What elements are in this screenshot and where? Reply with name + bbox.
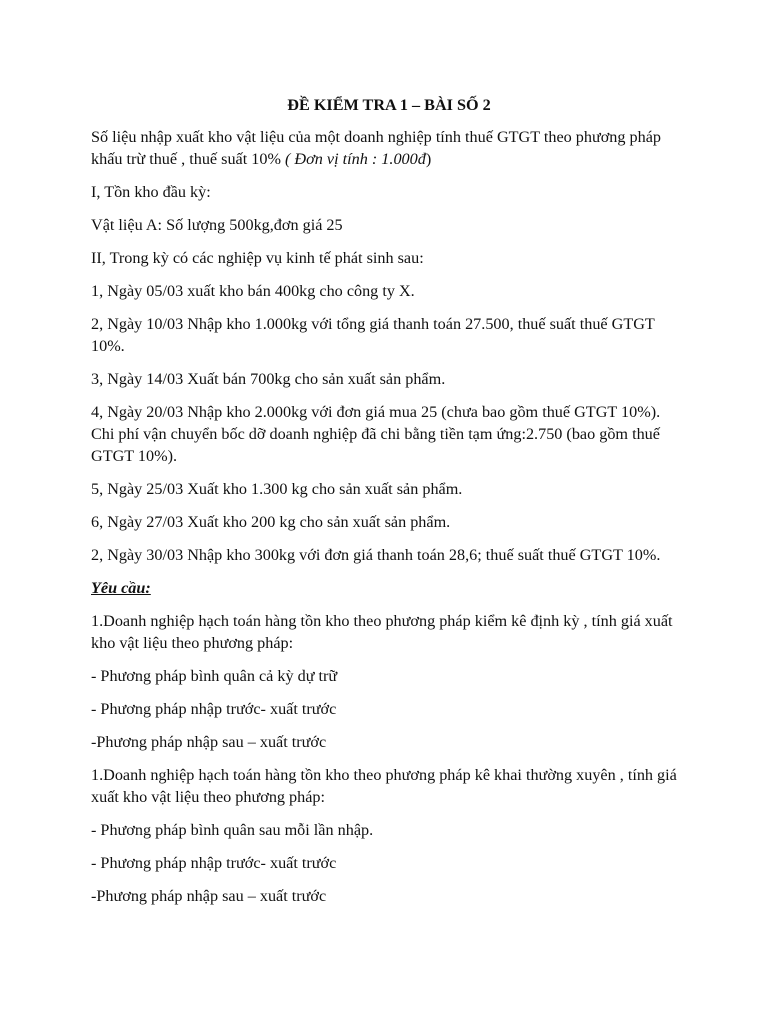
transaction-item: 5, Ngày 25/03 Xuất kho 1.300 kg cho sản xuất sản phẩm. <box>91 480 463 498</box>
requirements-heading <box>91 577 681 599</box>
method-item: -Phương pháp nhập sau – xuất trước <box>91 733 327 751</box>
unit-note: ( Đơn vị tính : 1.000đ <box>285 150 426 168</box>
requirement-2: 1.Doanh nghiệp hạch toán hàng tồn kho theo phương pháp kê khai thường xuyên , tính giá xuất kho vật liệu theo phương pháp: <box>91 766 677 806</box>
requirements-heading-text: Yêu cầu: <box>91 579 151 597</box>
intro-paragraph <box>91 126 681 170</box>
transaction-item: 4, Ngày 20/03 Nhập kho 2.000kg với đơn giá mua 25 (chưa bao gồm thuế GTGT 10%). Chi phí vận chuyển bốc dỡ doanh nghiệp đã chi bằng tiền tạm ứng:2.750 (bao gồm thuế GTGT 10%). <box>91 403 661 465</box>
section-1-heading: I, Tồn kho đầu kỳ: <box>91 183 211 201</box>
method-item: - Phương pháp nhập trước- xuất trước <box>91 854 337 872</box>
transaction-item: 6, Ngày 27/03 Xuất kho 200 kg cho sản xuất sản phẩm. <box>91 513 451 531</box>
transaction-item: 1, Ngày 05/03 xuất kho bán 400kg cho công ty X. <box>91 282 415 300</box>
requirement-1: 1.Doanh nghiệp hạch toán hàng tồn kho theo phương pháp kiểm kê định kỳ , tính giá xuất kho vật liệu theo phương pháp: <box>91 612 673 652</box>
method-item: - Phương pháp bình quân sau mỗi lần nhập. <box>91 821 374 839</box>
unit-note-close: ) <box>425 150 432 168</box>
transaction-item: 2, Ngày 30/03 Nhập kho 300kg với đơn giá thanh toán 28,6; thuế suất thuế GTGT 10%. <box>91 546 661 564</box>
opening-stock: Vật liệu A: Số lượng 500kg,đơn giá 25 <box>91 216 343 234</box>
method-item: - Phương pháp bình quân cả kỳ dự trữ <box>91 667 338 685</box>
document-title: ĐỀ KIỂM TRA 1 – BÀI SỐ 2 <box>287 96 491 114</box>
section-2-heading: II, Trong kỳ có các nghiệp vụ kinh tế phát sinh sau: <box>91 249 424 267</box>
transaction-item: 3, Ngày 14/03 Xuất bán 700kg cho sản xuất sản phẩm. <box>91 370 446 388</box>
method-item: -Phương pháp nhập sau – xuất trước <box>91 887 327 905</box>
document-page <box>91 94 681 918</box>
intro-text: Số liệu nhập xuất kho vật liệu của một doanh nghiệp tính thuế GTGT theo phương pháp khấu trừ thuế , thuế suất 10% <box>91 128 662 168</box>
method-item: - Phương pháp nhập trước- xuất trước <box>91 700 337 718</box>
transaction-item: 2, Ngày 10/03 Nhập kho 1.000kg với tổng giá thanh toán 27.500, thuế suất thuế GTGT 10%. <box>91 315 655 355</box>
